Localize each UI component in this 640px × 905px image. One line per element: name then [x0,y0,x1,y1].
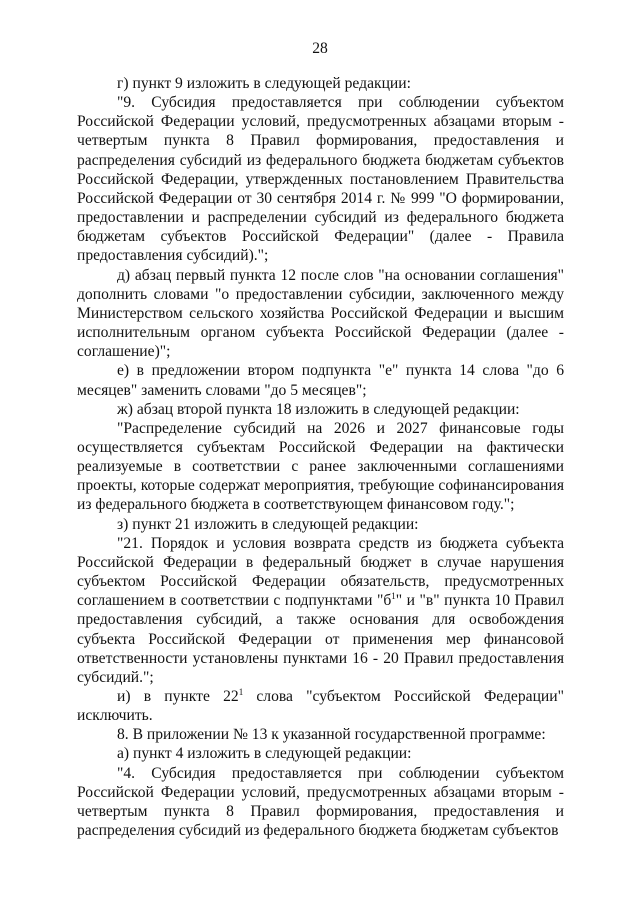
document-body [77,74,564,840]
paragraph-quote-point-21-part-2: " и "в" пункта 10 Правил предоставления субсидий, а также основания для освобождения субъекта Российской Федерации от применения мер финансовой ответственности установлены пунктами 16 - 20 Правил предоставления субсидий."; [77,592,564,686]
paragraph-item-a: а) пункт 4 изложить в следующей редакции: [117,745,412,763]
superscript-2: 1 [238,687,244,697]
paragraph-quote-point-21 [77,534,564,687]
superscript-1: 1 [391,591,396,602]
paragraph-item-i [77,687,564,725]
paragraph-quote-point-21-part-1: "21. Порядок и условия возврата средств из бюджета субъекта Российской Федерации в федеральный бюджет в случае нарушения субъектом Российской Федерации обязательств, предусмотренных соглашением в соответствии с подпунктами "б [77,534,564,610]
paragraph-quote-point-4: "4. Субсидия предоставляется при соблюдении субъектом Российской Федерации условий, предусмотренных абзацами вторым - четвертым пункта 8 Правил формирования, предоставления и распределения субсидий из федерального бюджета бюджетам субъектов [77,764,564,840]
paragraph-item-zh: ж) абзац второй пункта 18 изложить в следующей редакции: [117,400,520,418]
paragraph-quote-distribution: "Распределение субсидий на 2026 и 2027 финансовые годы осуществляется субъектам Российской Федерации на фактически реализуемые в соответствии с ранее заключенными соглашениями проекты, которые содержат мероприятия, требующие софинансирования из федерального бюджета в соответствующем финансовом году."; [77,419,564,514]
paragraph-item-e: е) в предложении втором подпункта "е" пункта 14 слова "до 6 месяцев" заменить словами "до 5 месяцев"; [77,362,564,399]
paragraph-quote-point-9: "9. Субсидия предоставляется при соблюдении субъектом Российской Федерации условий, предусмотренных абзацами вторым - четвертым пункта 8 Правил формирования, предоставления и распределения субсидий из федерального бюджета бюджетам субъектов Российской Федерации, утвержденных постановлением Правительства Российской Федерации от 30 сентября 2014 г. № 999 "О формировании, предоставлении и распределении субсидий из федерального бюджета бюджетам субъектов Российской Федерации" (далее - Правила предоставления субсидий)."; [77,94,564,265]
paragraph-item-z: з) пункт 21 изложить в следующей редакции: [117,515,419,533]
paragraph-item-g: г) пункт 9 изложить в следующей редакции: [117,75,411,92]
paragraph-item-d: д) абзац первый пункта 12 после слов "на основании соглашения" дополнить словами "о предоставлении субсидии, заключенного между Министерством сельского хозяйства Российской Федерации и высшим исполнительным органом субъекта Российской Федерации (далее - соглашение)"; [77,266,564,361]
paragraph-item-i-part-2: слова "субъектом Российской Федерации" исключить. [77,688,564,725]
paragraph-item-i-part-1: и) в пункте 22 [117,688,239,705]
page-number: 28 [312,40,328,57]
paragraph-section-8: 8. В приложении № 13 к указанной государственной программе: [117,726,546,744]
